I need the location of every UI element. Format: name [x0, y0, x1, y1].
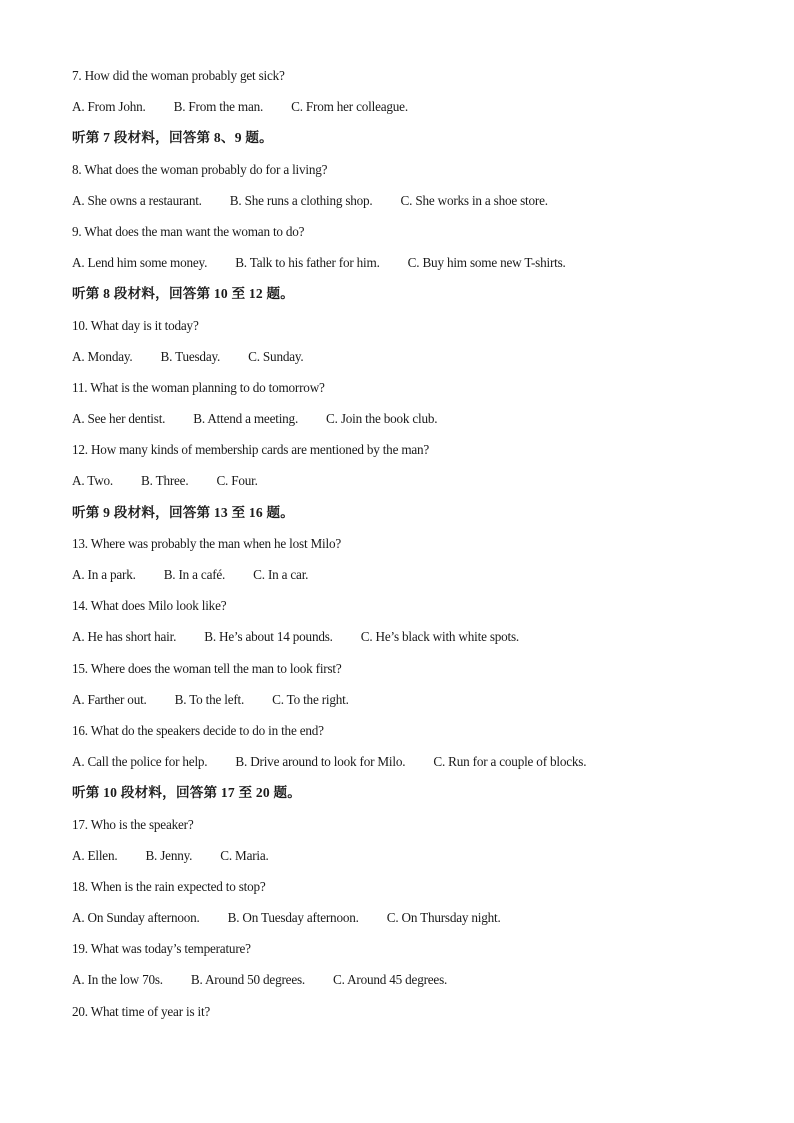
question-text: 10. What day is it today?	[72, 317, 199, 333]
answer-option: C. She works in a shoe store.	[400, 192, 548, 208]
answer-options	[72, 627, 752, 658]
answer-options	[72, 565, 752, 596]
answer-options	[72, 690, 752, 721]
answer-option: A. Lend him some money.	[72, 255, 208, 271]
answer-option: A. In the low 70s.	[72, 972, 163, 988]
question-text: 14. What does Milo look like?	[72, 598, 227, 614]
answer-option: C. In a car.	[253, 567, 309, 582]
answer-option: B. Drive around to look for Milo.	[235, 754, 406, 770]
answer-option: C. Run for a couple of blocks.	[433, 754, 587, 770]
answer-option: B. To the left.	[174, 691, 245, 707]
question-text: 13. Where was probably the man when he lost Milo?	[72, 535, 342, 551]
answer-option: C. From her colleague.	[291, 99, 408, 115]
answer-option: B. Attend a meeting.	[193, 411, 299, 427]
answer-option: B. From the man.	[173, 99, 264, 115]
answer-option: B. Talk to his father for him.	[235, 255, 380, 271]
answer-option: A. Farther out.	[72, 691, 147, 707]
question-text: 19. What was today’s temperature?	[72, 941, 251, 957]
answer-option: C. Four.	[216, 473, 258, 489]
answer-option: B. She runs a clothing shop.	[229, 192, 373, 208]
answer-option: B. Three.	[141, 473, 189, 489]
answer-option: C. Maria.	[220, 847, 269, 863]
section-heading: 听第 9 段材料，回答第 13 至 16 题。	[72, 504, 295, 520]
question-text: 12. How many kinds of membership cards are mentioned by the man?	[72, 442, 430, 458]
answer-option: B. Around 50 degrees.	[190, 972, 306, 988]
answer-options	[72, 908, 752, 939]
answer-option: A. She owns a restaurant.	[72, 192, 202, 208]
answer-option: B. Tuesday.	[160, 348, 221, 364]
exam-page	[72, 66, 752, 1033]
question-text: 7. How did the woman probably get sick?	[72, 68, 285, 83]
question-text: 20. What time of year is it?	[72, 1003, 211, 1019]
answer-option: C. Buy him some new T-shirts.	[407, 255, 566, 271]
answer-option: C. He’s black with white spots.	[360, 629, 520, 645]
answer-option: B. He’s about 14 pounds.	[204, 629, 333, 645]
answer-option: A. Two.	[72, 473, 114, 489]
answer-option: A. On Sunday afternoon.	[72, 910, 200, 926]
answer-options	[72, 846, 752, 877]
question-text: 8. What does the woman probably do for a living?	[72, 161, 328, 177]
question-text: 17. Who is the speaker?	[72, 816, 194, 832]
answer-option: A. Ellen.	[72, 847, 118, 863]
answer-option: B. In a café.	[163, 567, 226, 582]
answer-option: A. From John.	[72, 99, 146, 115]
answer-option: B. On Tuesday afternoon.	[227, 910, 359, 926]
answer-option: C. Sunday.	[248, 348, 304, 364]
answer-option: A. Monday.	[72, 348, 133, 364]
answer-option: A. He has short hair.	[72, 629, 177, 645]
answer-option: B. Jenny.	[145, 847, 193, 863]
question-text: 9. What does the man want the woman to do?	[72, 223, 305, 239]
question-text: 11. What is the woman planning to do tomorrow?	[72, 379, 325, 395]
question-text: 15. Where does the woman tell the man to look first?	[72, 660, 342, 676]
answer-options	[72, 752, 752, 783]
answer-option: C. Around 45 degrees.	[333, 972, 448, 988]
answer-option: A. In a park.	[72, 567, 136, 582]
answer-option: A. See her dentist.	[72, 411, 166, 427]
answer-option: C. Join the book club.	[326, 411, 438, 427]
answer-option: C. On Thursday night.	[386, 910, 501, 926]
section-heading: 听第 7 段材料，回答第 8、9 题。	[72, 130, 273, 146]
answer-options	[72, 409, 752, 440]
answer-options	[72, 970, 752, 1001]
answer-options	[72, 97, 752, 128]
answer-options	[72, 471, 752, 502]
answer-option: C. To the right.	[272, 691, 349, 707]
section-heading: 听第 8 段材料，回答第 10 至 12 题。	[72, 286, 295, 302]
answer-options	[72, 347, 752, 378]
question-text: 16. What do the speakers decide to do in the end?	[72, 722, 324, 738]
answer-options	[72, 191, 752, 222]
section-heading: 听第 10 段材料，回答第 17 至 20 题。	[72, 785, 302, 801]
question-text: 18. When is the rain expected to stop?	[72, 878, 266, 894]
answer-options	[72, 253, 752, 284]
answer-option: A. Call the police for help.	[72, 754, 208, 770]
